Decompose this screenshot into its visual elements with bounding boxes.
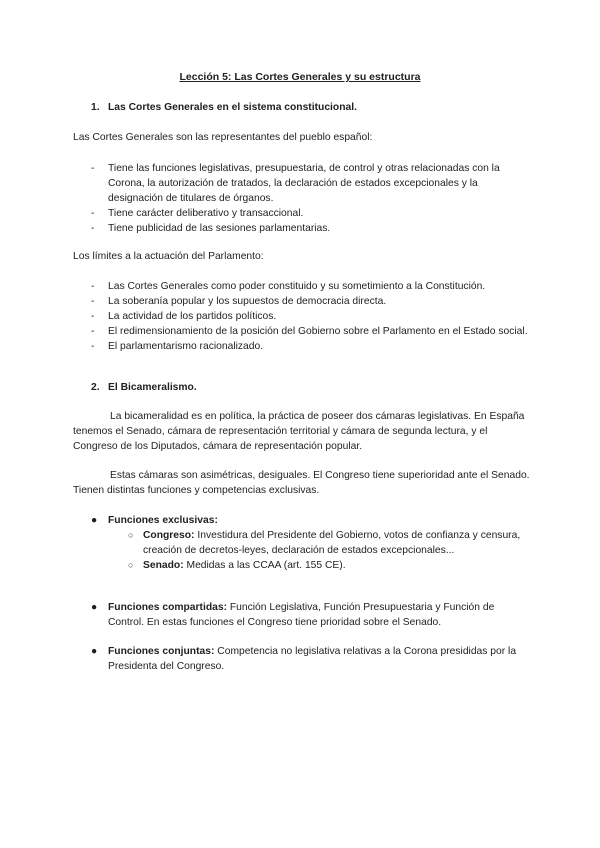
section-1-heading — [91, 100, 357, 115]
list-item: - Tiene las funciones legislativas, presupuestaria, de control y otras relacionadas con la Corona, la autorización de tratados, la declaración de estados excepcionales y la designación de titulares de órganos. — [91, 161, 531, 206]
list-item: - El redimensionamiento de la posición del Gobierno sobre el Parlamento en el Estado social. — [91, 324, 531, 339]
page-title: Lección 5: Las Cortes Generales y su estructura — [179, 71, 421, 83]
section-2-title: El Bicameralismo. — [108, 382, 197, 393]
list-item: - Las Cortes Generales como poder constituido y su sometimiento a la Constitución. — [91, 279, 531, 294]
cortes-features-list — [91, 161, 531, 236]
list-item — [128, 558, 531, 573]
section-1-number: 1. — [91, 102, 100, 113]
section-1-intro: Las Cortes Generales son las representantes del pueblo español: — [73, 132, 373, 143]
section-1-title: Las Cortes Generales en el sistema constitucional. — [108, 102, 357, 113]
list-item — [91, 513, 531, 528]
bullet-icon: ● — [91, 515, 98, 526]
bicameral-paragraph-2: Estas cámaras son asimétricas, desiguales. El Congreso tiene superioridad ante el Senado. Tienen distintas funciones y competencias exclusivas. — [73, 470, 530, 496]
limits-intro: Los límites a la actuación del Parlamento: — [73, 251, 264, 262]
bicameral-paragraph-1: La bicameralidad es en política, la práctica de poseer dos cámaras legislativas. En España tenemos el Senado, cámara de representación territorial y cámara de segunda lectura, y el Congreso de los Diputados, cámara de representación popular. — [73, 411, 525, 452]
list-item: - La soberanía popular y los supuestos de democracia directa. — [91, 294, 531, 309]
conjuntas-label: Funciones conjuntas: — [108, 646, 215, 657]
circle-bullet-icon: ○ — [128, 530, 134, 540]
congreso-label: Congreso: — [143, 530, 195, 541]
list-item: - Tiene publicidad de las sesiones parlamentarias. — [91, 221, 531, 236]
funciones-conjuntas — [91, 644, 531, 674]
compartidas-label: Funciones compartidas: — [108, 602, 228, 613]
limits-list — [91, 279, 531, 354]
section-2-heading — [91, 380, 197, 395]
bullet-icon: ● — [91, 602, 98, 613]
list-item: - Tiene carácter deliberativo y transaccional. — [91, 206, 531, 221]
section-2-number: 2. — [91, 382, 100, 393]
exclusivas-label: Funciones exclusivas: — [108, 515, 218, 526]
circle-bullet-icon: ○ — [128, 560, 134, 570]
conjuntas-text: Competencia no legislativa relativas a la Corona presididas por la Presidenta del Congreso. — [108, 646, 517, 672]
list-item — [128, 528, 531, 558]
list-item — [91, 600, 531, 630]
list-item: - La actividad de los partidos políticos. — [91, 309, 531, 324]
funciones-exclusivas — [91, 513, 531, 573]
list-item — [91, 644, 531, 674]
compartidas-text: Función Legislativa, Función Presupuestaria y Función de Control. En estas funciones el Congreso tiene prioridad sobre el Senado. — [108, 602, 495, 628]
list-item: - El parlamentarismo racionalizado. — [91, 339, 531, 354]
funciones-compartidas — [91, 600, 531, 630]
congreso-text: Investidura del Presidente del Gobierno, votos de confianza y censura, creación de decretos-leyes, declaración de estados excepcionales... — [143, 530, 521, 556]
senado-text: Medidas a las CCAA (art. 155 CE). — [183, 560, 346, 571]
senado-label: Senado: — [143, 560, 184, 571]
bullet-icon: ● — [91, 646, 98, 657]
